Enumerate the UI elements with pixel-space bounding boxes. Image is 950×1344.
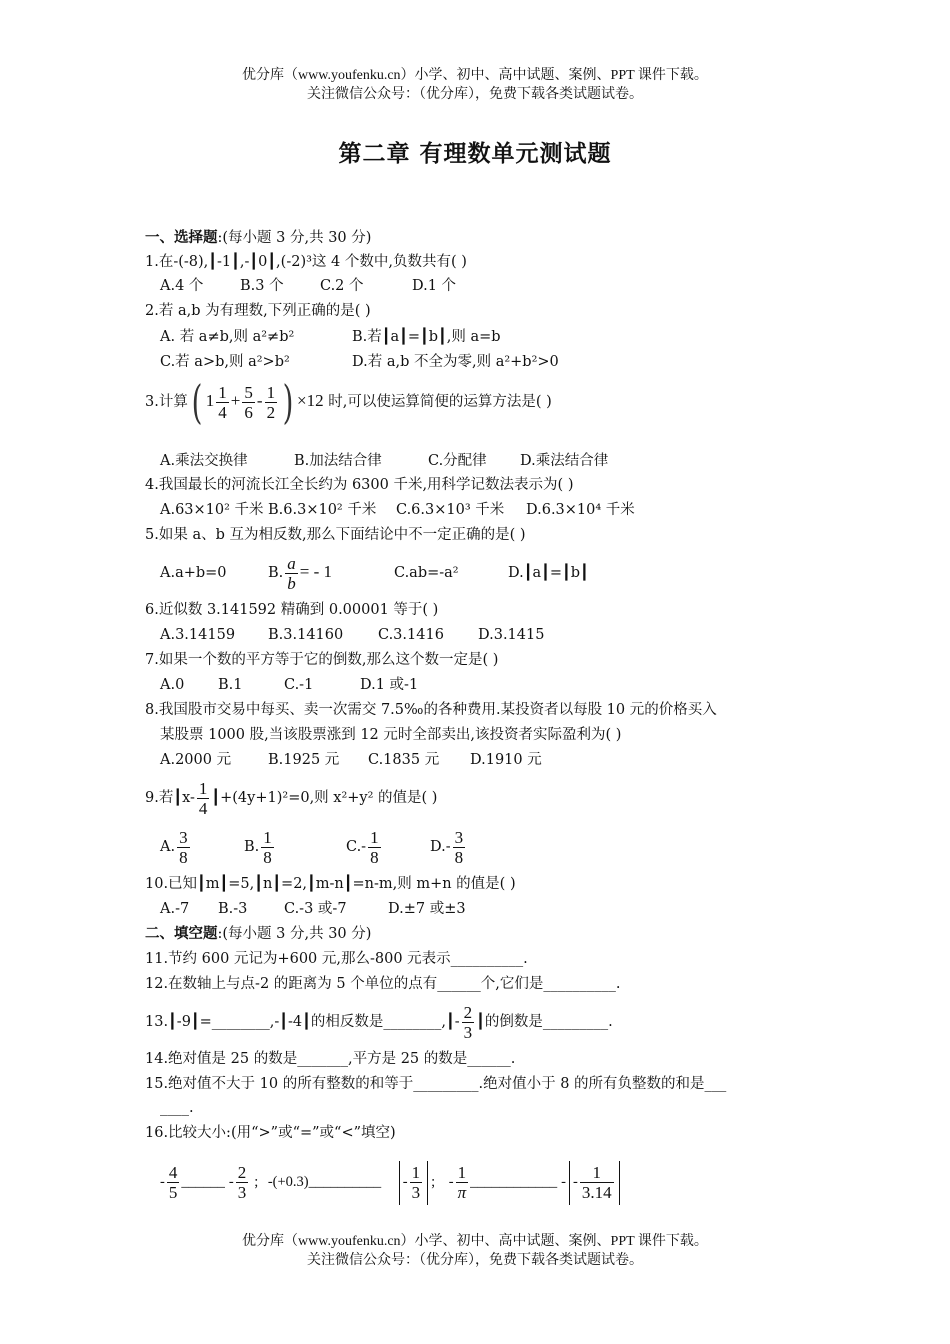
q5-option-c: C.ab=-a² bbox=[394, 565, 459, 581]
q3-suffix: 时,可以使运算简便的运算方法是( ) bbox=[323, 394, 552, 410]
section-2-note: :(每小题 3 分,共 30 分) bbox=[217, 926, 372, 942]
q9-stem bbox=[145, 776, 437, 820]
q9-option-d: D.- $\frac{3}{8}$ bbox=[430, 827, 464, 867]
q16-expr-neg-0-3: -(+0.3) bbox=[267, 1174, 309, 1190]
q3-plus: + bbox=[230, 391, 241, 410]
section-2-name: 二、填空题 bbox=[145, 926, 218, 942]
q8-line-2: 某股票 1000 股,当该股票涨到 12 元时全部卖出,该投资者实际盈利为( ) bbox=[160, 727, 622, 743]
section-1-name: 一、选择题 bbox=[145, 230, 218, 246]
page-header bbox=[0, 66, 950, 104]
q2-option-c: C.若 a>b,则 a²>b² bbox=[160, 354, 290, 370]
q10-option-d: D.±7 或±3 bbox=[388, 901, 466, 917]
q16-frac-1-3-14: $\frac{1}{3.14}$ bbox=[581, 1163, 612, 1203]
q16-stem: 16.比较大小:(用“>”或“=”或“<”填空) bbox=[145, 1125, 396, 1141]
q16-frac-1-3: $\frac{1}{3}$ bbox=[411, 1163, 421, 1203]
q5-option-b: B. $\frac{a}{b}$ = - 1 bbox=[268, 553, 333, 593]
q9-option-c: C.- $\frac{1}{8}$ bbox=[346, 827, 379, 867]
q16-blank-1: ______ bbox=[181, 1174, 225, 1190]
q10-option-c: C.-3 或-7 bbox=[284, 901, 347, 917]
q15-line-2: ____. bbox=[160, 1100, 194, 1116]
section-1-note: :(每小题 3 分,共 30 分) bbox=[217, 230, 372, 246]
q8-options bbox=[160, 750, 542, 770]
q2-option-a: A. 若 a≠b,则 a²≠b² bbox=[160, 329, 295, 345]
q5-option-a: A.a+b=0 bbox=[160, 565, 227, 581]
q16-frac-4-5: $\frac{4}{5}$ bbox=[168, 1163, 178, 1203]
left-paren: ( bbox=[191, 375, 203, 429]
q3-option-b: B.加法结合律 bbox=[294, 453, 382, 469]
q6-option-b: B.3.14160 bbox=[268, 627, 344, 643]
q3-fraction-1: $\frac{1}{4}$ bbox=[218, 382, 227, 422]
q3-fraction-3: $\frac{1}{2}$ bbox=[266, 382, 276, 422]
q3-stem bbox=[145, 375, 552, 429]
q14: 14.绝对值是 25 的数是_______,平方是 25 的数是______. bbox=[145, 1051, 516, 1067]
q16-frac-1-pi: $\frac{1}{\pi}$ bbox=[457, 1163, 467, 1203]
q3-options bbox=[160, 451, 608, 471]
q3-times: ×12 bbox=[297, 391, 324, 410]
q3-fraction-2: $\frac{5}{6}$ bbox=[244, 382, 253, 422]
q10-stem: 10.已知┃m┃=5,┃n┃=2,┃m-n┃=n-m,则 m+n 的值是( ) bbox=[145, 876, 516, 892]
q1-option-b: B.3 个 bbox=[240, 278, 284, 294]
q13-prefix: 13.┃-9┃=________,-┃-4┃的相反数是________,┃- bbox=[145, 1014, 460, 1030]
page-footer bbox=[0, 1232, 950, 1270]
q7-option-a: A.0 bbox=[160, 677, 185, 693]
q16-blank-3: ____________ bbox=[470, 1174, 558, 1190]
q9-suffix: ┃+(4y+1)²=0,则 x²+y² 的值是( ) bbox=[211, 790, 438, 806]
q4-option-b: B.6.3×10² 千米 bbox=[268, 502, 377, 518]
footer-line-2: 关注微信公众号：（优分库），免费下载各类试题试卷。 bbox=[307, 1253, 643, 1268]
q6-options bbox=[160, 625, 544, 645]
q16-comparisons: - $\frac{4}{5}$ ______ - $\frac{2}{3}$ ; -(+0.3)__________ - $\frac{1}{3}$ ; - $\frac{1}{\pi}$ ____________ - - $\frac{1}{3.14}$ bbox=[160, 1158, 623, 1206]
q13-suffix: ┃的倒数是_________. bbox=[476, 1014, 613, 1030]
q1-options bbox=[160, 276, 456, 296]
q8-option-a: A.2000 元 bbox=[160, 752, 232, 768]
q7-option-b: B.1 bbox=[218, 677, 243, 693]
q6-option-c: C.3.1416 bbox=[378, 627, 444, 643]
q15-line-1: 15.绝对值不大于 10 的所有整数的和等于_________.绝对值小于 8 的所有负整数的和是___ bbox=[145, 1076, 727, 1092]
q10-options bbox=[160, 899, 466, 919]
q2-stem: 2.若 a,b 为有理数,下列正确的是( ) bbox=[145, 303, 371, 319]
q5-options bbox=[160, 550, 589, 595]
q4-option-a: A.63×10² 千米 bbox=[160, 502, 264, 518]
q7-options bbox=[160, 675, 418, 695]
right-paren: ) bbox=[282, 375, 294, 429]
q16-frac-2-3: $\frac{2}{3}$ bbox=[237, 1163, 247, 1203]
q13-fraction: $\frac{2}{3}$ bbox=[463, 1002, 473, 1042]
section-2-heading bbox=[145, 924, 371, 944]
q2-option-d: D.若 a,b 不全为零,则 a²+b²>0 bbox=[352, 354, 559, 370]
q7-option-c: C.-1 bbox=[284, 677, 314, 693]
q8-option-b: B.1925 元 bbox=[268, 752, 340, 768]
q3-whole: 1 bbox=[205, 391, 215, 410]
q12: 12.在数轴上与点-2 的距离为 5 个单位的点有______个,它们是__________. bbox=[145, 976, 621, 992]
section-1-heading bbox=[145, 228, 371, 248]
q5-stem: 5.如果 a、b 互为相反数,那么下面结论中不一定正确的是( ) bbox=[145, 527, 526, 543]
q6-stem: 6.近似数 3.141592 精确到 0.00001 等于( ) bbox=[145, 602, 439, 618]
q11: 11.节约 600 元记为+600 元,那么-800 元表示__________. bbox=[145, 951, 528, 967]
q10-option-a: A.-7 bbox=[160, 901, 190, 917]
q4-option-c: C.6.3×10³ 千米 bbox=[396, 502, 505, 518]
q4-stem: 4.我国最长的河流长江全长约为 6300 千米,用科学记数法表示为( ) bbox=[145, 477, 574, 493]
q2-options-row2 bbox=[160, 352, 559, 372]
page-title: 第二章 有理数单元测试题 bbox=[338, 141, 612, 167]
q7-option-d: D.1 或-1 bbox=[360, 677, 419, 693]
q1-option-d: D.1 个 bbox=[412, 278, 457, 294]
q10-option-b: B.-3 bbox=[218, 901, 248, 917]
q9-option-b: B. $\frac{1}{8}$ bbox=[244, 827, 272, 867]
q4-option-d: D.6.3×10⁴ 千米 bbox=[526, 502, 635, 518]
q9-options bbox=[160, 825, 467, 869]
q13 bbox=[145, 1000, 613, 1044]
q2-option-b: B.若┃a┃=┃b┃,则 a=b bbox=[352, 329, 501, 345]
q6-option-a: A.3.14159 bbox=[160, 627, 236, 643]
header-line-2: 关注微信公众号：（优分库），免费下载各类试题试卷。 bbox=[307, 87, 643, 102]
q7-stem: 7.如果一个数的平方等于它的倒数,那么这个数一定是( ) bbox=[145, 652, 499, 668]
q16-blank-2: __________ bbox=[308, 1174, 382, 1190]
q9-fraction: $\frac{1}{4}$ bbox=[198, 778, 208, 818]
q8-option-d: D.1910 元 bbox=[470, 752, 542, 768]
q1-option-a: A.4 个 bbox=[160, 278, 204, 294]
footer-line-1: 优分库（www.youfenku.cn）小学、初中、高中试题、案例、PPT 课件下载。 bbox=[242, 1234, 708, 1249]
q3-minus: - bbox=[256, 391, 263, 410]
q8-option-c: C.1835 元 bbox=[368, 752, 440, 768]
q8-line-1: 8.我国股市交易中每买、卖一次需交 7.5‰的各种费用.某投资者以每股 10 元的价格买入 bbox=[145, 702, 717, 718]
q9-option-a: A. $\frac{3}{8}$ bbox=[160, 827, 188, 867]
q4-options bbox=[160, 500, 635, 520]
q1-stem: 1.在-(-8),┃-1┃,-┃0┃,(-2)³这 4 个数中,负数共有( ) bbox=[145, 254, 467, 270]
q9-prefix: 9.若┃x- bbox=[145, 790, 195, 806]
q5-option-d: D.┃a┃=┃b┃ bbox=[508, 565, 589, 581]
q1-option-c: C.2 个 bbox=[320, 278, 364, 294]
q3-option-a: A.乘法交换律 bbox=[160, 453, 248, 469]
q3-option-d: D.乘法结合律 bbox=[520, 453, 609, 469]
q6-option-d: D.3.1415 bbox=[478, 627, 545, 643]
q3-option-c: C.分配律 bbox=[428, 453, 487, 469]
q3-prefix: 3.计算 bbox=[145, 394, 188, 410]
q5-fraction: $\frac{a}{b}$ bbox=[287, 553, 296, 593]
header-line-1: 优分库（www.youfenku.cn）小学、初中、高中试题、案例、PPT 课件下载。 bbox=[242, 68, 708, 83]
q2-options-row1 bbox=[160, 327, 501, 347]
